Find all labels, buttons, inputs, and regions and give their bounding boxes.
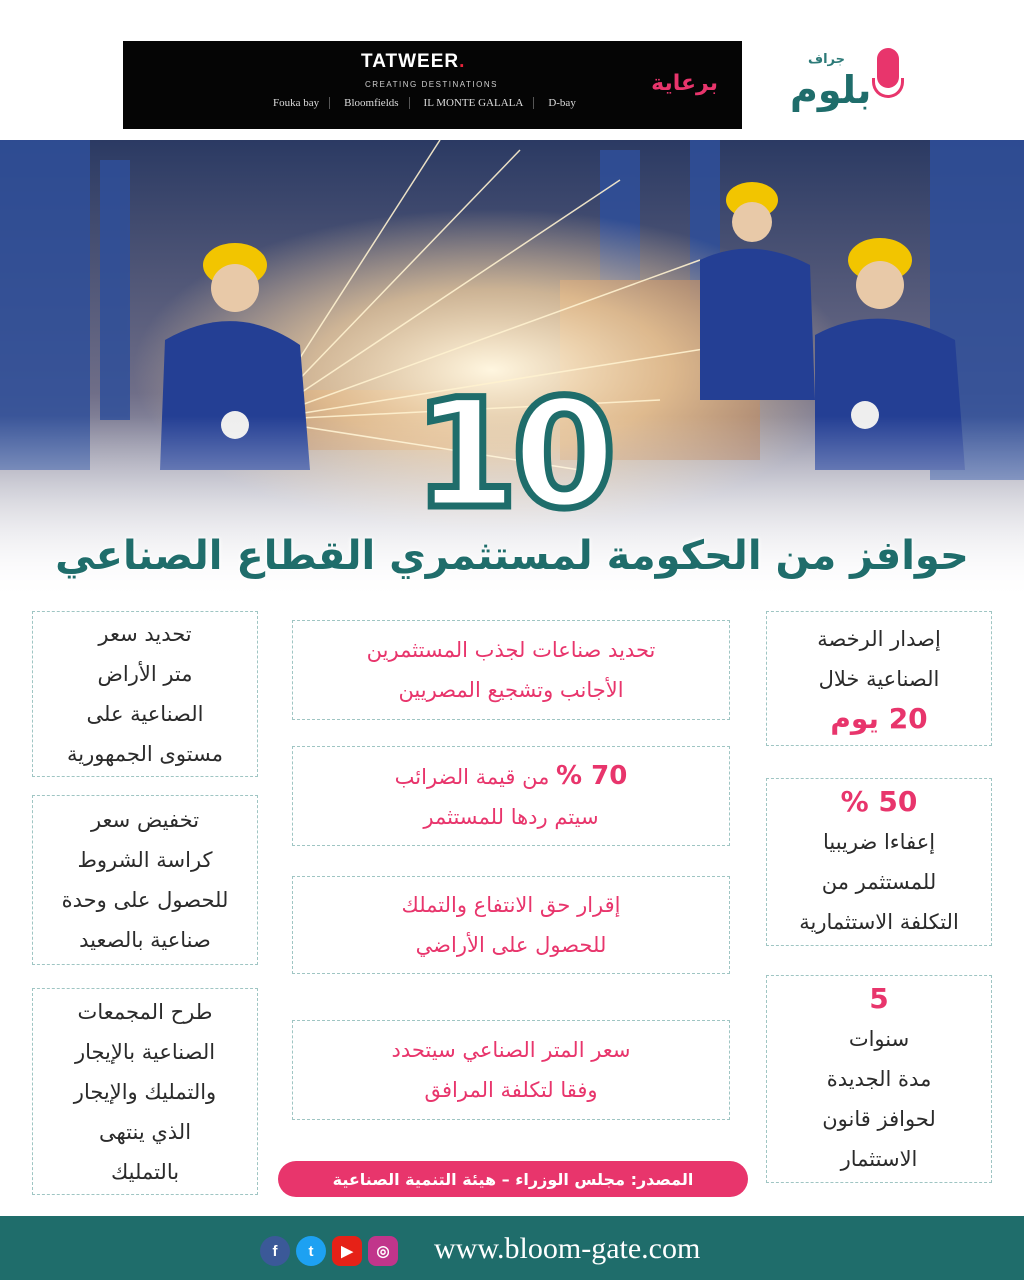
sponsor-label: برعاية [651,71,718,96]
source-badge: المصدر: مجلس الوزراء – هيئة التنمية الصناعية [278,1161,748,1197]
card-tax-exemption [766,778,992,946]
card-line: سنوات [848,1027,910,1051]
facebook-icon[interactable]: f [260,1236,290,1266]
card-land-price [32,611,258,777]
card-line: للحصول على وحدة [61,888,229,912]
card-meter-price [292,1020,730,1120]
card-line: متر الأراض [97,662,193,686]
project-il-monte-galala: IL MONTE GALALA [424,97,535,109]
card-line: كراسة الشروط [77,848,213,872]
card-highlight: 70 % [556,760,628,791]
card-line: مستوى الجمهورية [67,742,223,766]
card-line: إصدار الرخصة [817,626,941,651]
card-highlight: 5 [869,982,889,1015]
card-line: التكلفة الاستثمارية [799,910,959,934]
sponsor-projects [273,97,586,109]
card-line: الصناعية بالإيجار [74,1039,216,1064]
tatweer-tagline: CREATING DESTINATIONS [365,80,498,89]
card-line: الصناعية خلال [818,666,940,691]
instagram-icon[interactable]: ◎ [368,1236,398,1266]
card-line: طرح المجمعات [77,999,213,1024]
social-icons [260,1236,398,1266]
card-line: وفقا لتكلفة المرافق [424,1078,598,1102]
twitter-icon[interactable]: t [296,1236,326,1266]
card-line: لحوافز قانون [822,1107,936,1131]
card-line: للحصول على الأراضي [415,933,607,957]
card-line: والتمليك والإيجار [73,1079,217,1104]
card-line: إعفاءا ضريبيا [822,830,936,854]
incentives-count: 10 [413,368,611,542]
card-line: للمستثمر من [821,870,937,894]
sponsor-banner [123,41,742,129]
card-terms-booklet [32,795,258,965]
tatweer-logo: TATWEER. [361,51,466,72]
card-industrial-complexes [32,988,258,1195]
microphone-stand-icon [872,78,904,98]
card-line: إقرار حق الانتفاع والتملك [401,893,621,917]
card-highlight: 20 يوم [830,701,928,735]
card-line: تحديد سعر [98,622,192,646]
card-line: سعر المتر الصناعي سيتحدد [391,1038,631,1062]
card-license [766,611,992,746]
card-usufruct [292,876,730,974]
card-line: صناعية بالصعيد [79,928,211,952]
card-line [395,756,628,797]
card-line: الأجانب وتشجيع المصريين [398,678,624,702]
card-tax-refund [292,746,730,846]
card-line-text: من قيمة الضرائب [394,764,550,789]
card-line: تخفيض سعر [90,808,200,832]
project-d-bay: D-bay [548,97,576,109]
card-line: سيتم ردها للمستثمر [423,804,599,829]
website-link[interactable]: www.bloom-gate.com [434,1232,701,1265]
project-fouka-bay: Fouka bay [273,97,330,109]
logo-word: بلوم [790,68,872,112]
project-bloomfields: Bloomfields [344,97,409,109]
card-line: مدة الجديدة [826,1067,932,1091]
card-line: الصناعية على [86,702,204,726]
card-line: بالتمليك [110,1159,180,1184]
page-title: حوافز من الحكومة لمستثمري القطاع الصناعي [55,533,969,579]
card-five-years [766,975,992,1183]
card-line: الاستثمار [840,1147,918,1171]
card-line: تحديد صناعات لجذب المستثمرين [366,638,656,662]
card-line: الذي ينتهى [98,1119,192,1144]
youtube-icon[interactable]: ▶ [332,1236,362,1266]
card-industries [292,620,730,720]
logo-sub: جراف [808,52,846,67]
card-highlight: 50 % [840,785,918,818]
